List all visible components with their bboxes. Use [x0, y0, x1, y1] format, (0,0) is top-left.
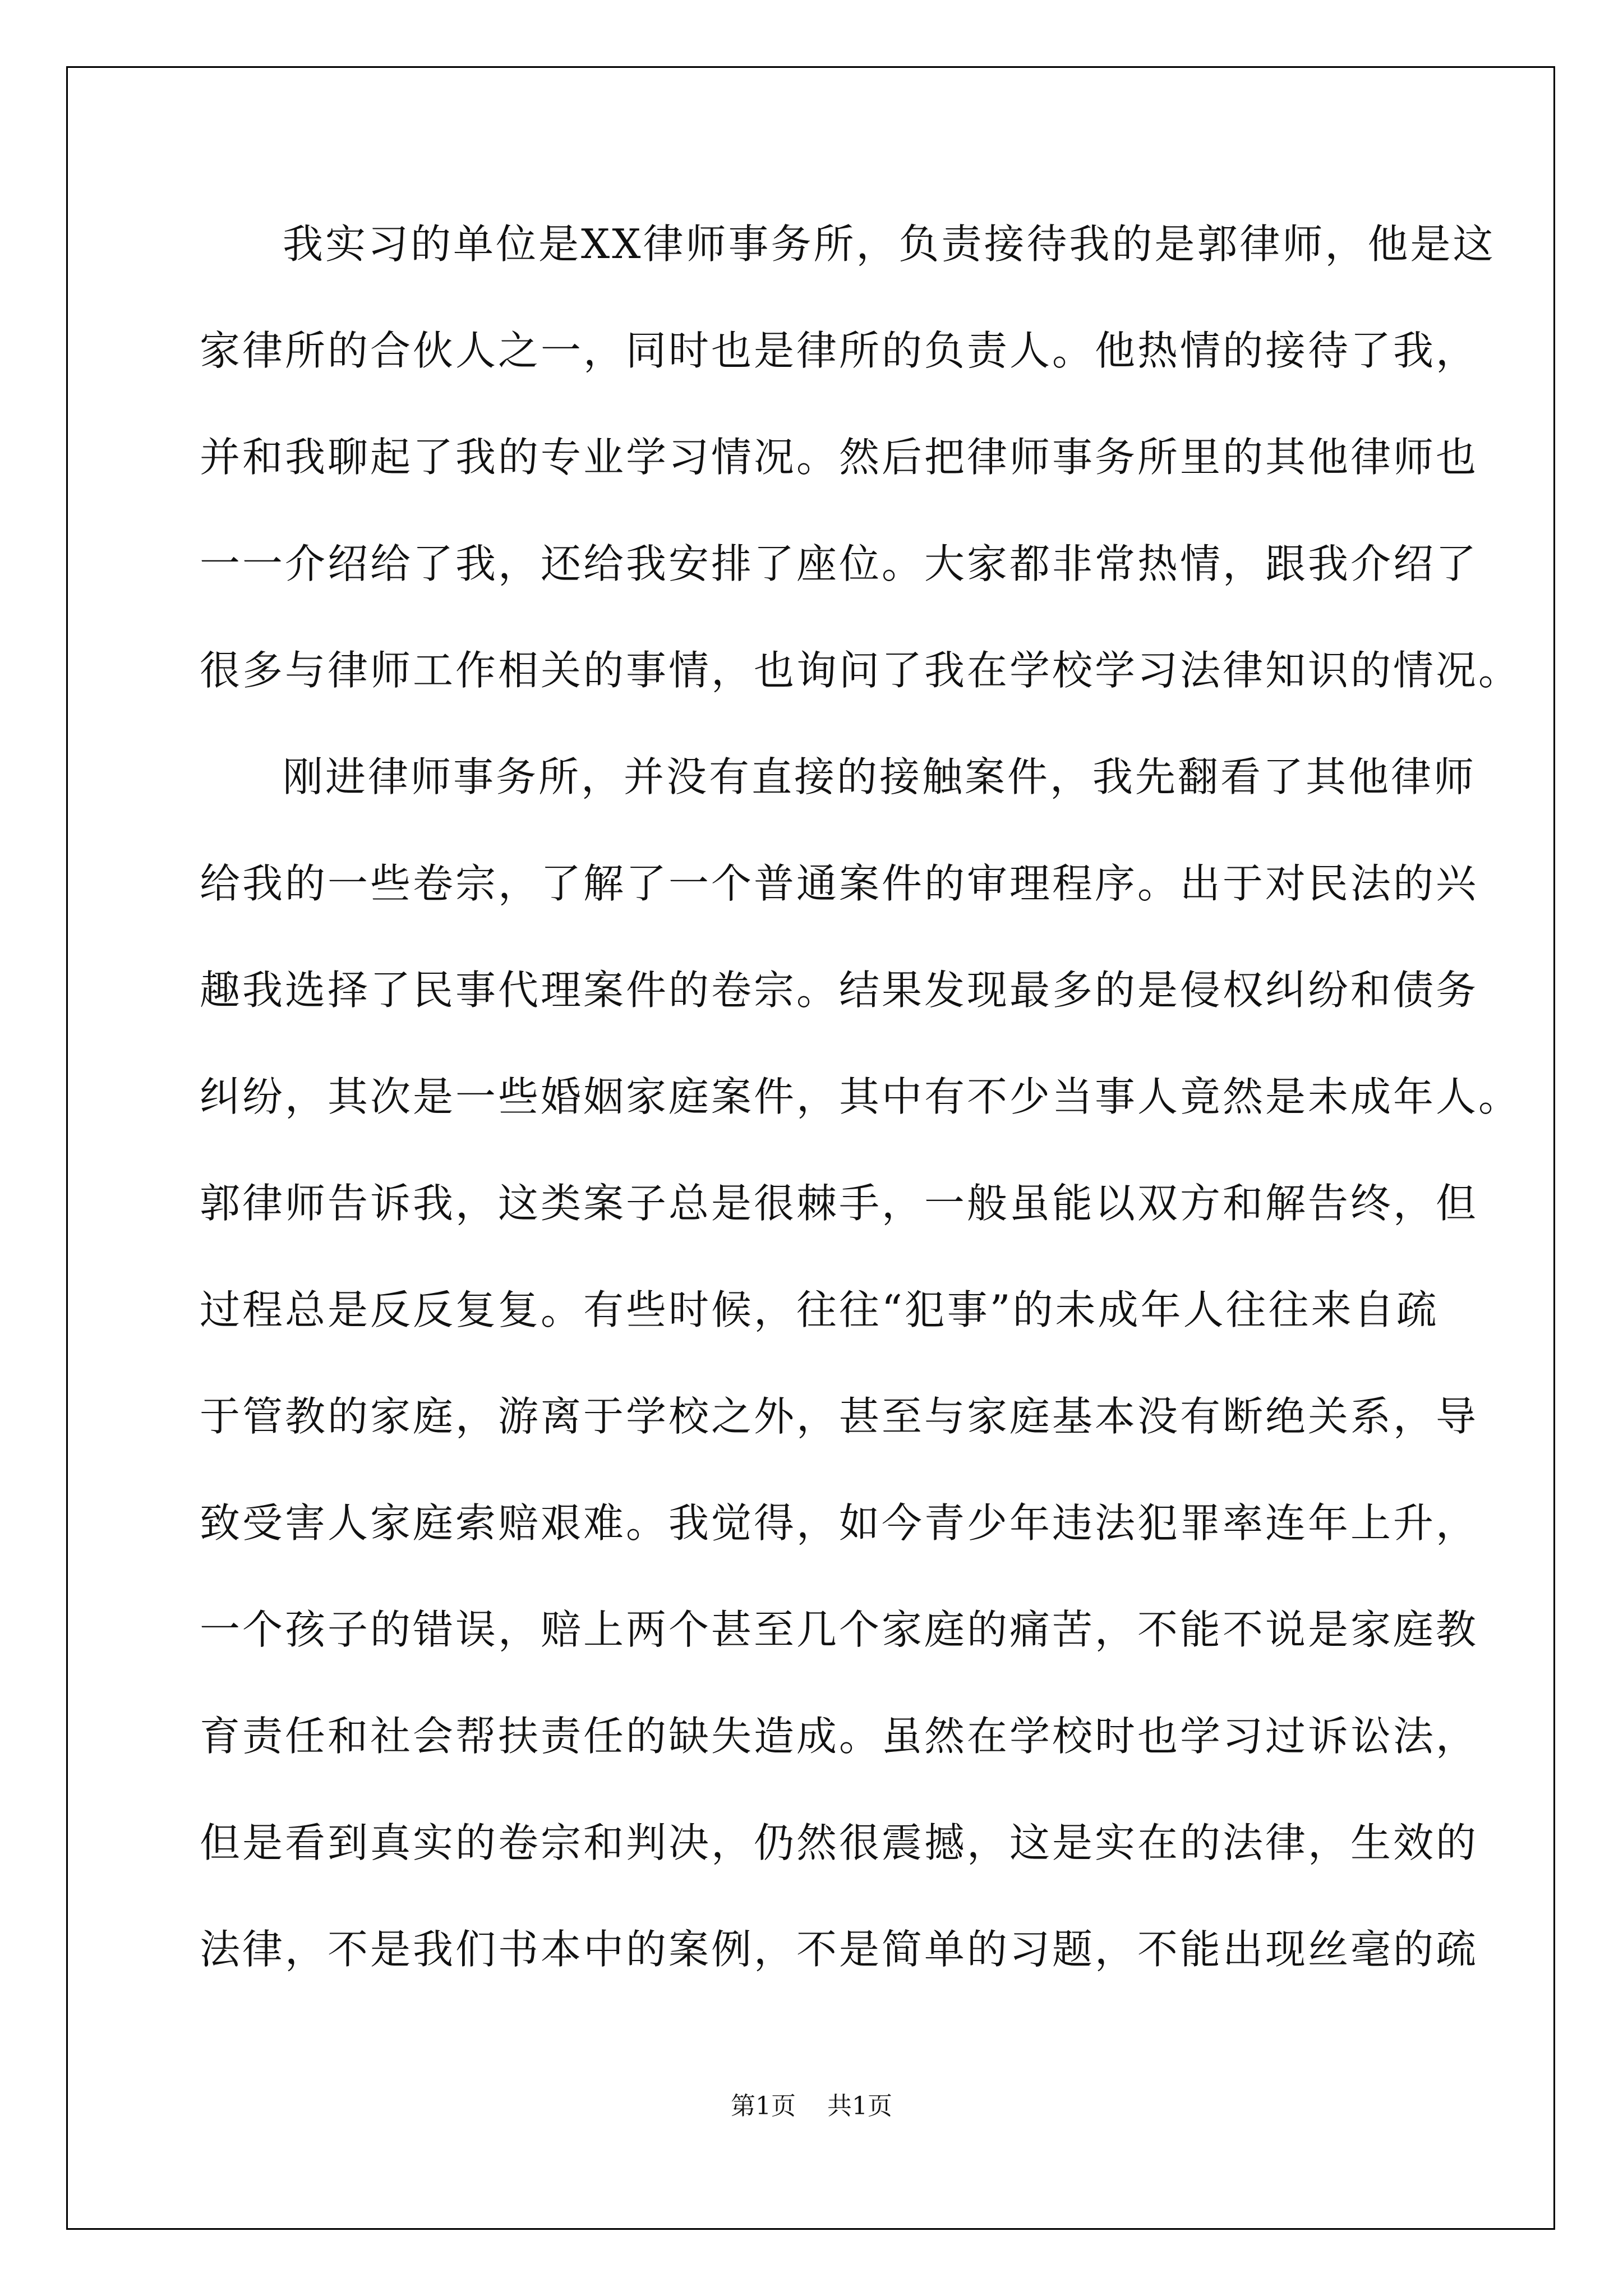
- paragraph-1-line-5: 很多与律师工作相关的事情，也询问了我在学校学习法律知识的情况。: [200, 647, 1521, 694]
- paragraph-2-line-11: 但是看到真实的卷宗和判决，仍然很震撼，这是实在的法律，生效的: [200, 1819, 1479, 1866]
- paragraph-2-line-10: 育责任和社会帮扶责任的缺失造成。虽然在学校时也学习过诉讼法，: [200, 1713, 1479, 1760]
- document-body: [200, 218, 1521, 2030]
- paragraph-2-line-6: 过程总是反反复复。有些时候，往往“犯事”的未成年人往往来自疏: [200, 1286, 1439, 1333]
- paragraph-2-line-1: 刚进律师事务所，并没有直接的接触案件，我先翻看了其他律师: [283, 753, 1477, 800]
- paragraph-1-line-4: 一一介绍给了我，还给我安排了座位。大家都非常热情，跟我介绍了: [200, 540, 1479, 587]
- paragraph-2-line-9: 一个孩子的错误，赔上两个甚至几个家庭的痛苦，不能不说是家庭教: [200, 1606, 1479, 1653]
- paragraph-1-line-1: 我实习的单位是XX律师事务所，负责接待我的是郭律师，他是这: [283, 220, 1496, 268]
- paragraph-1-line-2: 家律所的合伙人之一，同时也是律所的负责人。他热情的接待了我，: [200, 327, 1479, 374]
- page-total: 共1页: [827, 2092, 892, 2120]
- page-footer: [0, 2086, 1623, 2122]
- paragraph-2-line-3: 趣我选择了民事代理案件的卷宗。结果发现最多的是侵权纠纷和债务: [200, 967, 1479, 1014]
- paragraph-2-line-2: 给我的一些卷宗，了解了一个普通案件的审理程序。出于对民法的兴: [200, 860, 1479, 907]
- paragraph-2-line-8: 致受害人家庭索赔艰难。我觉得，如今青少年违法犯罪率连年上升，: [200, 1499, 1479, 1547]
- paragraph-2-line-12: 法律，不是我们书本中的案例，不是简单的习题，不能出现丝毫的疏: [200, 1926, 1479, 1973]
- paragraph-2-line-7: 于管教的家庭，游离于学校之外，甚至与家庭基本没有断绝关系，导: [200, 1393, 1479, 1440]
- paragraph-2-line-5: 郭律师告诉我，这类案子总是很棘手，一般虽能以双方和解告终，但: [200, 1180, 1479, 1227]
- paragraph-2-line-4: 纠纷，其次是一些婚姻家庭案件，其中有不少当事人竟然是未成年人。: [200, 1073, 1521, 1120]
- page-number: 第1页: [731, 2092, 796, 2120]
- paragraph-1-line-3: 并和我聊起了我的专业学习情况。然后把律师事务所里的其他律师也: [200, 434, 1479, 481]
